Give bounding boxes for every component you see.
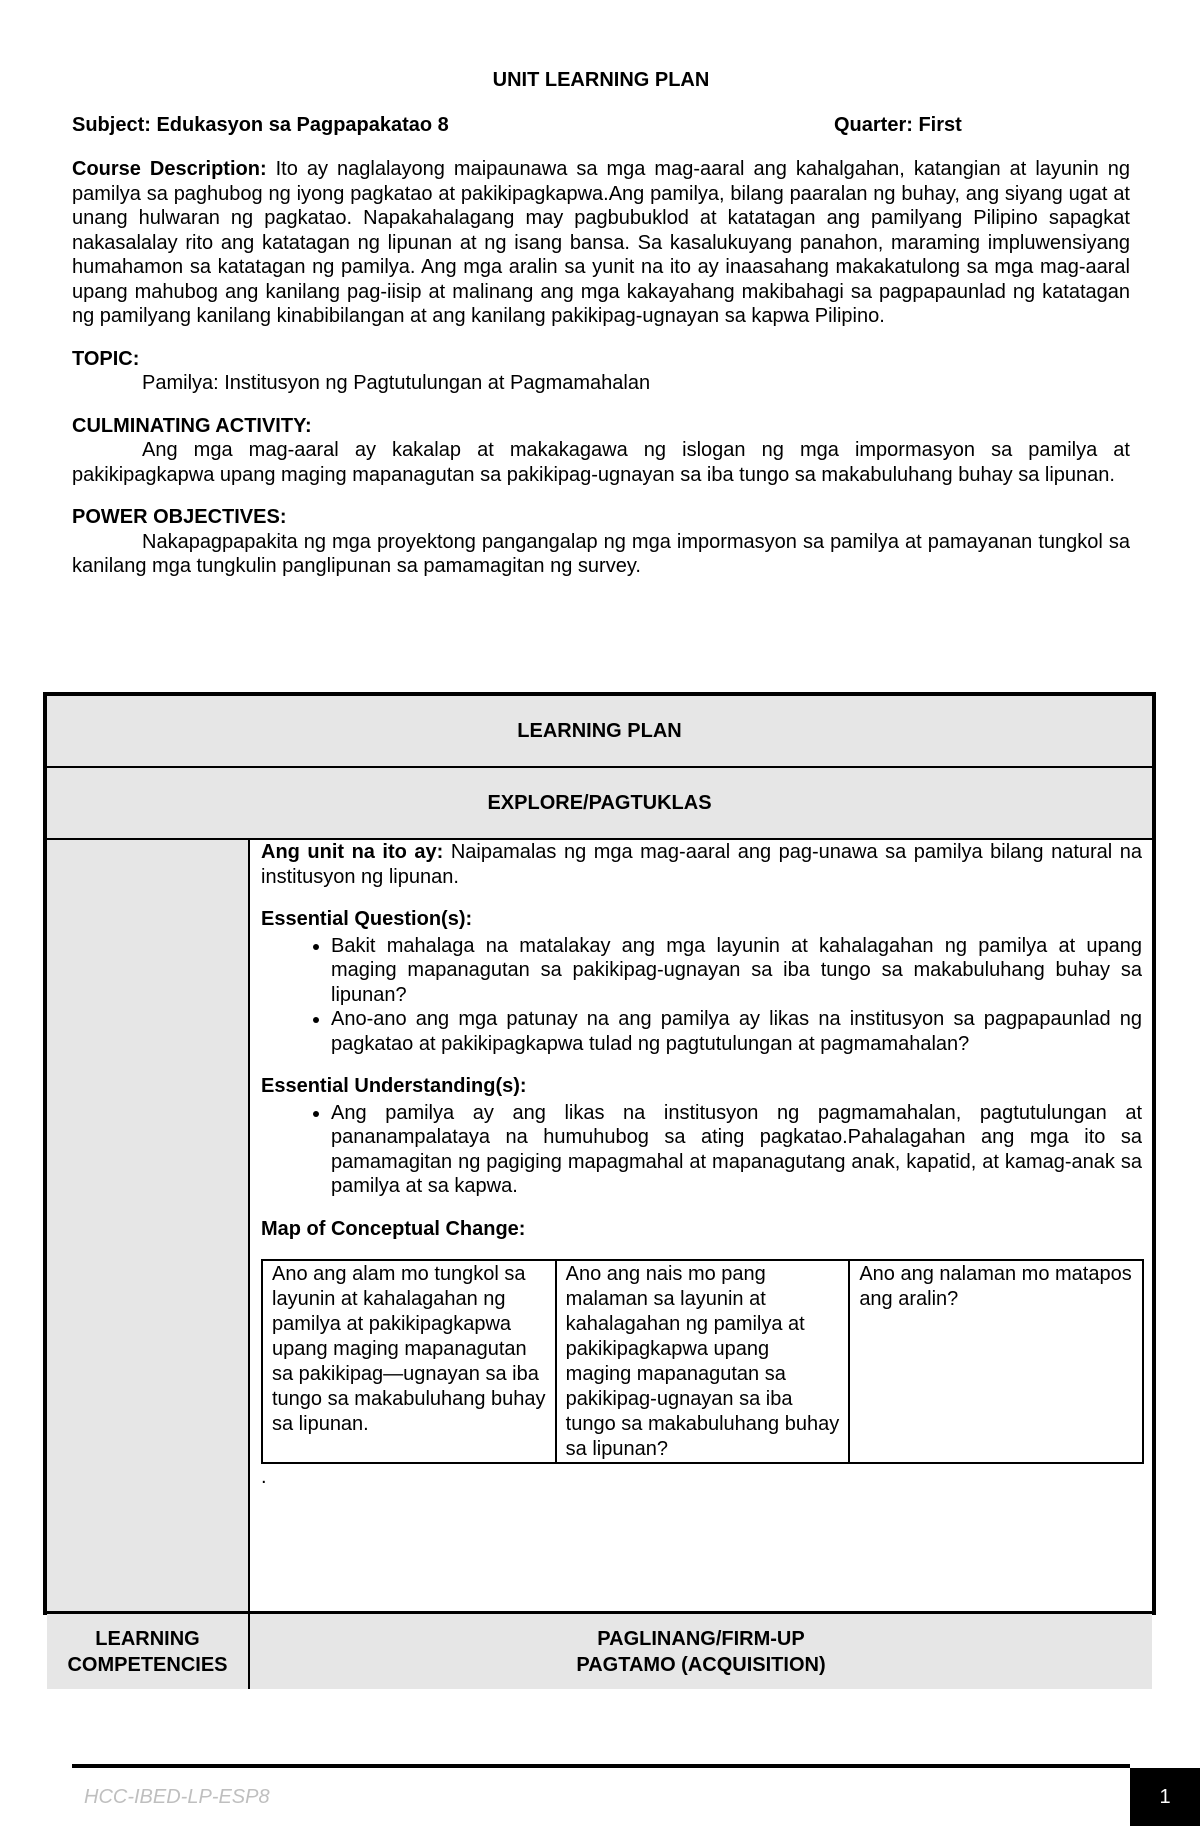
power-objectives-label: POWER OBJECTIVES:	[72, 506, 287, 528]
table-row	[262, 1260, 1143, 1463]
list-item: • Bakit mahalaga na matalakay ang mga layunin at kahalagahan ng pamilya at upang maging mapanagutan sa pakikipag-ugnayan sa iba tungo sa makabuluhang buhay sa lipunan?	[331, 934, 1142, 1008]
unit-label: Ang unit na ito ay:	[261, 841, 444, 863]
list-item: • Ang pamilya ay ang likas na institusyon ng pagmamahalan, pagtutulungan at pananampalataya na humuhubog sa ating pagkatao.Pahalagahan ang mga ito sa pamamagitan ng pagiging mapagmahal at mapanagutang anak, kapatid, at kamag-anak sa pamilya at sa kapwa.	[331, 1101, 1142, 1199]
explore-heading: EXPLORE/PAGTUKLAS	[47, 768, 1152, 840]
unit-statement	[261, 840, 1142, 889]
essential-questions-list	[261, 934, 1142, 1057]
map-label: Map of Conceptual Change:	[261, 1217, 526, 1240]
firm-up-line-1: PAGLINANG/FIRM-UP	[597, 1627, 805, 1650]
competencies-row	[47, 1612, 1152, 1689]
quarter-label: Quarter: First	[834, 113, 962, 136]
culminating-section	[72, 414, 1130, 488]
subject-label: Subject: Edukasyon sa Pagpapakatao 8	[72, 113, 449, 136]
footer-code: HCC-IBED-LP-ESP8	[84, 1786, 270, 1808]
map-cell-want: Ano ang nais mo pang malaman sa layunin at kahalagahan ng pamilya at pakikipagkapwa upang maging mapanagutan sa pakikipag-ugnayan sa iba tungo sa makabuluhang buhay sa lipunan?	[556, 1260, 850, 1463]
essential-questions-label: Essential Question(s):	[261, 908, 473, 930]
learning-plan-body	[47, 840, 1152, 1676]
conceptual-change-table	[261, 1259, 1144, 1464]
essential-understandings-list	[261, 1101, 1142, 1199]
learning-competencies-cell	[47, 1614, 250, 1689]
unit-text: Naipamalas ng mga mag-aaral ang pag-unawa sa pamilya bilang natural na institusyon ng lipunan.	[261, 841, 1142, 888]
page-title: UNIT LEARNING PLAN	[492, 69, 710, 91]
document-page	[72, 68, 1130, 579]
map-cell-known: Ano ang alam mo tungkol sa layunin at kahalagahan ng pamilya at pakikipagkapwa upang maging mapanagutan sa pakikipag—ugnayan sa iba tungo sa makabuluhang buhay sa lipunan.	[262, 1260, 556, 1463]
learning-plan-heading: LEARNING PLAN	[47, 696, 1152, 768]
competencies-line-1: LEARNING	[95, 1627, 200, 1650]
topic-text: Pamilya: Institusyon ng Pagtutulungan at Pagmamahalan	[142, 372, 651, 394]
left-column	[47, 840, 250, 1611]
power-objectives-section	[72, 505, 1130, 579]
map-cell-learned: Ano ang nalaman mo matapos ang aralin?	[849, 1260, 1143, 1463]
topic-section	[72, 347, 1130, 396]
competencies-line-2: COMPETENCIES	[67, 1653, 228, 1676]
trailing-dot: .	[261, 1466, 267, 1488]
course-description-text: Ito ay naglalayong maipaunawa sa mga mag-aaral ang kahalgahan, katangian at layunin ng pamilya sa paghubog ng iyong pagkatao at pakikipagkapwa.Ang pamilya, bilang paaralan ng buhay, ang siyang ugat at unang hulwaran ng pagkatao. Napakahalagang may pagbubuklod at katatagan ang pamilyang Pilipino sapagkat nakasalalay rito ang katatagan ng lipunan at ng isang bansa. Sa kasalukuyang panahon, maraming impluwensiyang humahamon sa katatagan ng pamilya. Ang mga aralin sa yunit na ito ay inaasahang makakatulong sa mga mag-aaral upang mahubog ang kanilang pag-iisip at malinang ang mga kakayahang makibahagi sa pagpapaunlad ng katatagan ng pamilyang kanilang kinabibilangan at ang kanilang pakikipag-ugnayan sa kapwa Pilipino.	[72, 158, 1130, 327]
course-description	[72, 157, 1130, 329]
essential-understandings-label: Essential Understanding(s):	[261, 1075, 527, 1097]
learning-plan-table	[43, 692, 1156, 1676]
footer-divider	[72, 1764, 1130, 1768]
subject-row	[72, 113, 1130, 138]
culminating-label: CULMINATING ACTIVITY:	[72, 414, 312, 437]
explore-content	[250, 840, 1152, 1464]
course-description-label: Course Description:	[72, 158, 267, 180]
firm-up-cell	[250, 1614, 1152, 1689]
list-item: • Ano-ano ang mga patunay na ang pamilya ay likas na institusyon sa pagpapaunlad ng pagkatao at pakikipagkapwa tulad ng pagtutulungan at pagmamahalan?	[331, 1007, 1142, 1056]
right-column	[250, 840, 1152, 1611]
page-number: 1	[1130, 1768, 1200, 1826]
topic-label: TOPIC:	[72, 347, 140, 370]
culminating-text: Ang mga mag-aaral ay kakalap at makakagawa ng islogan ng mga impormasyon sa pamilya at pakikipagkapwa upang maging mapanagutan sa pakikipag-ugnayan sa iba tungo sa makabuluhang buhay sa lipunan.	[72, 439, 1130, 486]
power-objectives-text: Nakapagpapakita ng mga proyektong pangangalap ng mga impormasyon sa pamilya at pamayanan tungkol sa kanilang mga tungkulin panglipunan sa pamamagitan ng survey.	[72, 530, 1130, 577]
firm-up-line-2: PAGTAMO (ACQUISITION)	[576, 1653, 826, 1676]
